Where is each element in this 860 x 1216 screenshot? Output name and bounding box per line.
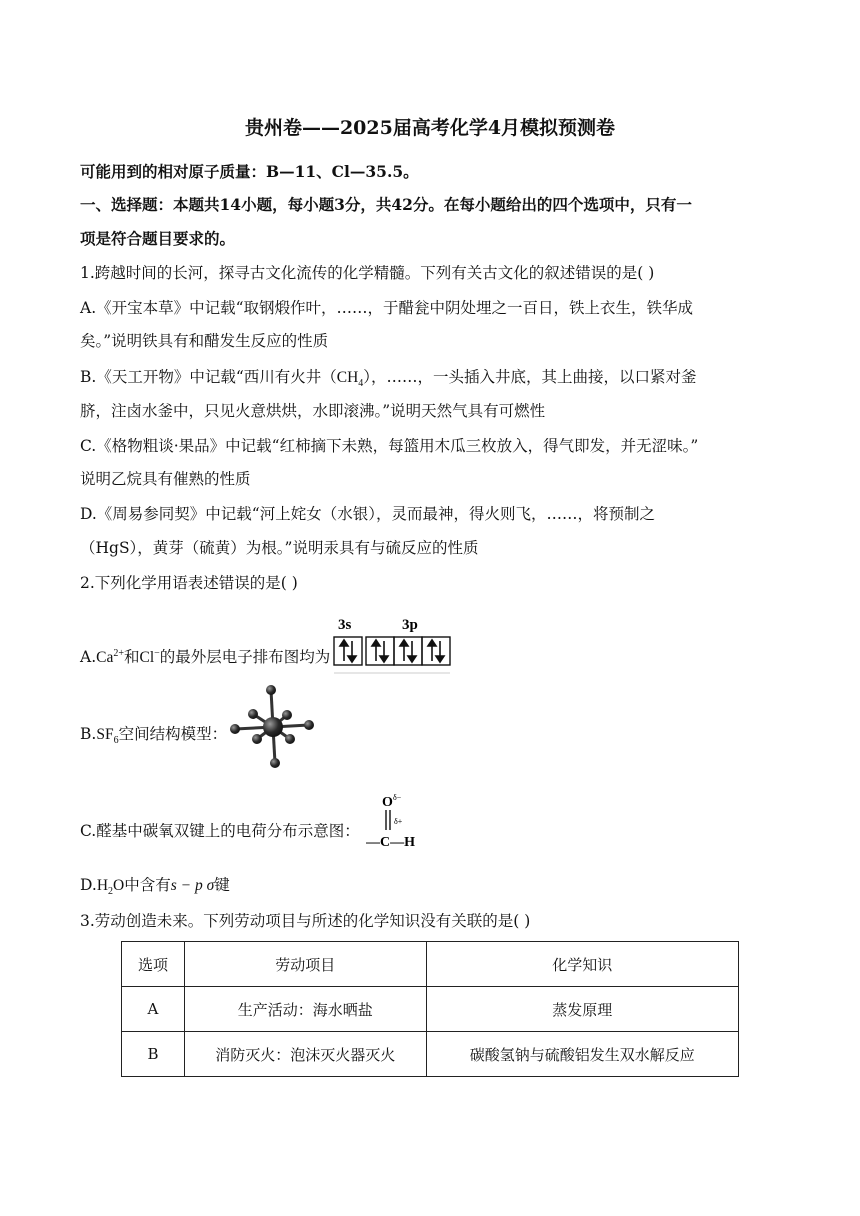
water-sub: 2 — [108, 886, 114, 898]
sf6-sub: 6 — [113, 735, 119, 747]
q2-a-prefix: A. — [80, 648, 97, 666]
q1-option-b-line1 — [80, 365, 697, 389]
q2-d-mid: 中含有 — [124, 876, 171, 894]
page-title: 贵州卷——2025届高考化学4月模拟预测卷 — [244, 117, 616, 139]
ca-charge: 2+ — [113, 647, 124, 659]
q2-b-text — [80, 722, 227, 746]
q1-option-b-line2: 脐，注卤水釜中，只见火意烘烘，水即滚沸。”说明天然气具有可燃性 — [80, 402, 546, 420]
q2-option-d — [80, 873, 230, 897]
water-o: O — [113, 877, 125, 894]
ch4-sub: 4 — [358, 378, 364, 390]
section-heading-line2: 项是符合题目要求的。 — [80, 229, 236, 248]
section-heading-line1: 一、选择题：本题共14小题，每小题3分，共42分。在每小题给出的四个选项中，只有一 — [80, 195, 692, 214]
table-row — [122, 1032, 739, 1077]
q1-stem: 1.跨越时间的长河，探寻古文化流传的化学精髓。下列有关古文化的叙述错误的是( ) — [80, 264, 655, 282]
orbital-box-3p-2 — [394, 637, 422, 665]
q2-a-text — [80, 645, 330, 667]
table-header-cell: 化学知识 — [426, 942, 738, 987]
carbon-partial-charge: δ+ — [393, 817, 403, 826]
q1-b-text-pre: B.《天工开物》中记载“西川有火井（ — [80, 368, 337, 386]
orbital-diagram — [332, 615, 462, 677]
cl-charge: − — [154, 647, 160, 659]
sf6-formula — [96, 725, 119, 747]
table-cell: B — [122, 1032, 185, 1077]
table-cell: 消防灭火：泡沫灭火器灭火 — [184, 1032, 426, 1077]
table-header-row — [122, 942, 739, 987]
cl-ion — [140, 649, 160, 666]
q1-option-d-line2: （HgS），黄芽（硫黄）为根。”说明汞具有与硫反应的性质 — [80, 539, 479, 557]
ca-symbol: Ca — [96, 649, 114, 666]
carbonyl-oxygen: O — [381, 795, 393, 810]
water-h: H — [96, 877, 109, 894]
orbital-box-3s — [334, 637, 362, 665]
q1-option-d-line1: D.《周易参同契》中记载“河上姹女（水银），灵而最神，得火则飞，……，将预制之 — [80, 505, 655, 523]
q2-option-c — [80, 792, 456, 850]
aldehyde-charge-diagram — [366, 792, 456, 850]
q2-d-post: 键 — [214, 876, 230, 894]
table-cell: 生产活动：海水晒盐 — [184, 987, 426, 1032]
q1-option-c-line2: 说明乙烷具有催熟的性质 — [80, 470, 251, 488]
carbon-hydrogen-chain: —C—H — [365, 835, 415, 850]
q1-option-a-line2: 矣。”说明铁具有和醋发生反应的性质 — [80, 332, 329, 350]
table-row — [122, 987, 739, 1032]
ch4-ch: CH — [336, 369, 359, 386]
table-cell: 蒸发原理 — [426, 987, 738, 1032]
q2-a-and: 和 — [123, 648, 140, 666]
water-formula — [96, 877, 125, 898]
table-header-cell: 选项 — [122, 942, 185, 987]
electron-arrows — [340, 640, 444, 662]
oxygen-partial-charge: δ− — [392, 793, 402, 802]
q1-option-c-line1: C.《格物粗谈·果品》中记载“红柿摘下未熟，每篮用木瓜三枚放入，得气即发，并无涩味。” — [80, 437, 699, 455]
q2-c-text: C.醛基中碳氧双键上的电荷分布示意图： — [80, 822, 360, 840]
orbital-3s-label: 3s — [338, 617, 352, 633]
cl-symbol: Cl — [139, 649, 155, 666]
ch4-formula — [336, 369, 364, 390]
q2-a-post: 的最外层电子排布图均为 — [159, 648, 331, 666]
orbital-box-3p-3 — [422, 637, 450, 665]
table-cell: 碳酸氢钠与硫酸铝发生双水解反应 — [426, 1032, 738, 1077]
table-cell: A — [122, 987, 185, 1032]
q2-b-prefix: B. — [80, 724, 97, 743]
q1-option-a-line1: A.《开宝本草》中记载“取钢煅作叶，……，于醋瓮中阴处埋之一百日，铁上衣生，铁华成 — [80, 299, 694, 317]
q1-b-text-post: ），……，一头插入井底，其上曲接，以口紧对釜 — [363, 368, 697, 386]
q3-stem: 3.劳动创造未来。下列劳动项目与所述的化学知识没有关联的是( ) — [80, 912, 531, 930]
orbital-box-3p-1 — [366, 637, 394, 665]
ca-ion — [96, 649, 124, 666]
q3-table — [121, 941, 739, 1077]
atomic-masses-note: 可能用到的相对原子质量：B—11、Cl—35.5。 — [80, 162, 419, 181]
q2-option-a — [80, 615, 462, 677]
q2-option-b — [80, 684, 319, 770]
q2-stem: 2.下列化学用语表述错误的是( ) — [80, 574, 298, 592]
orbital-3p-label: 3p — [402, 617, 419, 633]
q2-b-post: 空间结构模型： — [118, 724, 228, 743]
table-header-cell: 劳动项目 — [184, 942, 426, 987]
sf6-sf: SF — [96, 725, 114, 743]
sf6-model-image — [227, 684, 319, 770]
sp-sigma-bond: s − p σ — [170, 877, 215, 894]
q2-d-prefix: D. — [80, 876, 97, 894]
